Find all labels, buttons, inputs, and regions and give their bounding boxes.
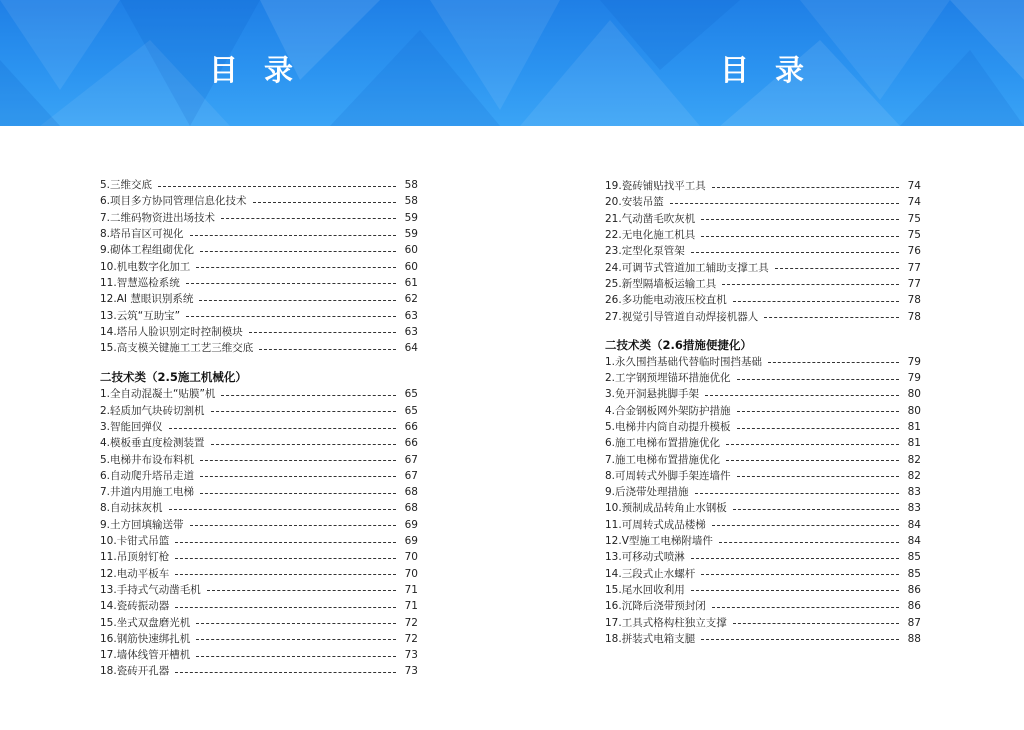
- dot-leader: [701, 574, 899, 575]
- toc-entry-label: 6.施工电梯布置措施优化: [605, 437, 721, 450]
- toc-entry-label: 13.可移动式喷淋: [605, 551, 685, 564]
- dot-leader: [705, 395, 899, 396]
- toc-entry-page: 63: [404, 325, 418, 338]
- toc-entry-page: 78: [907, 294, 921, 307]
- toc-entry-label: 7.施工电梯布置措施优化: [605, 453, 721, 466]
- toc-entry-label: 15.高支模关键施工工艺三维交底: [100, 342, 254, 355]
- toc-entry-page: 81: [907, 437, 921, 450]
- toc-entry-label: 9.砌体工程组砌优化: [100, 244, 195, 257]
- toc-entry[interactable]: [605, 178, 921, 194]
- toc-entry[interactable]: [100, 451, 418, 467]
- dot-leader: [737, 379, 899, 380]
- left-toc-group-b: [100, 386, 418, 679]
- dot-leader: [670, 203, 899, 204]
- toc-entry-label: 23.定型化泵管架: [605, 245, 685, 258]
- toc-entry-page: 58: [404, 195, 418, 208]
- toc-entry-page: 75: [907, 212, 921, 225]
- toc-entry-label: 13.云筑“互助宝”: [100, 309, 181, 322]
- toc-entry-page: 67: [404, 453, 418, 466]
- dot-leader: [259, 349, 396, 350]
- toc-entry[interactable]: [605, 259, 921, 275]
- toc-entry-label: 4.模板垂直度检测装置: [100, 437, 205, 450]
- toc-entry-page: 60: [404, 244, 418, 257]
- dot-leader: [701, 236, 899, 237]
- toc-entry-page: 77: [907, 261, 921, 274]
- toc-entry-label: 2.轻质加气块砖切割机: [100, 404, 205, 417]
- toc-entry-page: 86: [907, 583, 921, 596]
- toc-entry-page: 79: [907, 372, 921, 385]
- toc-entry[interactable]: [605, 227, 921, 243]
- toc-entry-page: 59: [404, 211, 418, 224]
- toc-entry-page: 60: [404, 260, 418, 273]
- toc-entry-label: 14.塔吊人脸识别定时控制模块: [100, 325, 243, 338]
- dot-leader: [733, 301, 899, 302]
- right-toc: [605, 178, 921, 647]
- toc-entry-label: 6.自动爬升塔吊走道: [100, 469, 195, 482]
- toc-entry[interactable]: [605, 533, 921, 549]
- dot-leader: [737, 476, 899, 477]
- dot-leader: [764, 317, 899, 318]
- toc-entry-label: 20.安装吊篮: [605, 196, 664, 209]
- dot-leader: [207, 590, 396, 591]
- toc-entry[interactable]: [605, 549, 921, 565]
- toc-entry-label: 5.电梯井布设布料机: [100, 453, 195, 466]
- toc-entry[interactable]: [100, 598, 418, 614]
- dot-leader: [691, 590, 899, 591]
- toc-entry-label: 11.智慧巡检系统: [100, 276, 180, 289]
- banner-pattern: [0, 0, 1024, 126]
- dot-leader: [737, 411, 899, 412]
- toc-entry[interactable]: [605, 614, 921, 630]
- toc-entry-page: 84: [907, 518, 921, 531]
- dot-leader: [221, 218, 396, 219]
- dot-leader: [719, 542, 899, 543]
- toc-entry-label: 18.拼装式电箱支腿: [605, 632, 696, 645]
- toc-entry[interactable]: [100, 210, 418, 226]
- toc-entry[interactable]: [605, 211, 921, 227]
- toc-entry-label: 19.瓷砖铺贴找平工具: [605, 180, 706, 193]
- toc-entry[interactable]: [100, 177, 418, 193]
- dot-leader: [712, 187, 899, 188]
- dot-leader: [200, 251, 396, 252]
- toc-entry-page: 63: [404, 309, 418, 322]
- toc-entry-label: 18.瓷砖开孔器: [100, 665, 170, 678]
- toc-entry-page: 86: [907, 600, 921, 613]
- toc-entry-page: 69: [404, 518, 418, 531]
- toc-entry-label: 24.可调节式管道加工辅助支撑工具: [605, 261, 769, 274]
- toc-entry-label: 25.新型隔墙板运输工具: [605, 277, 717, 290]
- toc-entry[interactable]: [100, 435, 418, 451]
- toc-entry-page: 88: [907, 632, 921, 645]
- dot-leader: [211, 444, 396, 445]
- toc-entry[interactable]: [100, 291, 418, 307]
- toc-entry-page: 65: [404, 404, 418, 417]
- dot-leader: [701, 219, 899, 220]
- toc-entry-label: 12.V型施工电梯附墙件: [605, 535, 713, 548]
- toc-entry[interactable]: [605, 308, 921, 324]
- toc-entry[interactable]: [100, 193, 418, 209]
- toc-entry-page: 70: [404, 551, 418, 564]
- toc-entry-label: 10.卡钳式吊篮: [100, 535, 170, 548]
- toc-entry[interactable]: [100, 226, 418, 242]
- dot-leader: [691, 558, 899, 559]
- dot-leader: [722, 284, 899, 285]
- section-heading: 二技术类（2.5施工机械化）: [100, 370, 247, 385]
- toc-entry-page: 65: [404, 388, 418, 401]
- toc-entry[interactable]: [605, 631, 921, 647]
- dot-leader: [701, 639, 899, 640]
- toc-entry-label: 21.气动凿毛吹灰机: [605, 212, 696, 225]
- toc-entry[interactable]: [605, 403, 921, 419]
- toc-entry-label: 15.尾水回收利用: [605, 583, 685, 596]
- toc-entry-label: 17.工具式格构柱独立支撑: [605, 616, 727, 629]
- toc-entry-page: 71: [404, 600, 418, 613]
- toc-entry-page: 74: [907, 196, 921, 209]
- toc-entry[interactable]: [100, 647, 418, 663]
- toc-entry[interactable]: [100, 386, 418, 402]
- toc-entry-label: 22.无电化施工机具: [605, 229, 696, 242]
- right-page-title: 目 录: [719, 53, 813, 87]
- toc-entry[interactable]: [100, 500, 418, 516]
- dot-leader: [733, 509, 899, 510]
- toc-entry-page: 68: [404, 502, 418, 515]
- dot-leader: [691, 252, 899, 253]
- dot-leader: [737, 428, 899, 429]
- toc-entry-label: 5.三维交底: [100, 179, 153, 192]
- dot-leader: [249, 332, 396, 333]
- right-toc-group-b: [605, 354, 921, 647]
- toc-entry[interactable]: [100, 324, 418, 340]
- toc-entry-label: 14.三段式止水螺杆: [605, 567, 696, 580]
- toc-entry-label: 27.视觉引导管道自动焊接机器人: [605, 310, 759, 323]
- toc-entry-page: 76: [907, 245, 921, 258]
- toc-entry[interactable]: [605, 451, 921, 467]
- toc-entry[interactable]: [605, 276, 921, 292]
- toc-entry-page: 84: [907, 535, 921, 548]
- toc-entry-label: 8.自动抹灰机: [100, 502, 163, 515]
- dot-leader: [169, 509, 396, 510]
- toc-entry-page: 82: [907, 469, 921, 482]
- toc-entry-page: 70: [404, 567, 418, 580]
- toc-entry-label: 14.瓷砖振动器: [100, 600, 170, 613]
- toc-entry-label: 8.可周转式外脚手架连墙件: [605, 469, 731, 482]
- toc-entry[interactable]: [100, 663, 418, 679]
- toc-entry[interactable]: [605, 484, 921, 500]
- dot-leader: [186, 316, 396, 317]
- toc-entry-page: 73: [404, 649, 418, 662]
- toc-entry-label: 4.合金钢板网外架防护措施: [605, 404, 731, 417]
- toc-entry-page: 74: [907, 180, 921, 193]
- dot-leader: [253, 202, 396, 203]
- toc-entry[interactable]: [605, 292, 921, 308]
- toc-entry[interactable]: [605, 386, 921, 402]
- header-banner: [0, 0, 1024, 126]
- toc-entry[interactable]: [605, 566, 921, 582]
- toc-entry-page: 75: [907, 229, 921, 242]
- toc-entry[interactable]: [100, 340, 418, 356]
- toc-entry-label: 10.预制成品转角止水钢板: [605, 502, 727, 515]
- toc-entry-label: 1.永久围挡基础代替临时围挡基础: [605, 355, 763, 368]
- dot-leader: [158, 186, 396, 187]
- toc-entry-page: 72: [404, 632, 418, 645]
- dot-leader: [196, 639, 396, 640]
- toc-entry-page: 64: [404, 342, 418, 355]
- toc-entry[interactable]: [100, 517, 418, 533]
- toc-entry[interactable]: [100, 533, 418, 549]
- toc-entry[interactable]: [100, 631, 418, 647]
- toc-entry-label: 26.多功能电动液压校直机: [605, 294, 727, 307]
- dot-leader: [190, 525, 396, 526]
- dot-leader: [733, 623, 899, 624]
- dot-leader: [211, 411, 396, 412]
- right-toc-group-a: [605, 178, 921, 325]
- toc-entry[interactable]: [605, 354, 921, 370]
- toc-entry[interactable]: [100, 582, 418, 598]
- dot-leader: [175, 542, 396, 543]
- toc-entry[interactable]: [100, 549, 418, 565]
- toc-entry-page: 83: [907, 486, 921, 499]
- toc-entry-page: 71: [404, 583, 418, 596]
- toc-entry[interactable]: [100, 566, 418, 582]
- toc-entry-label: 12.电动平板车: [100, 567, 170, 580]
- toc-entry-label: 16.钢筋快速绑扎机: [100, 632, 191, 645]
- left-toc-group-a: [100, 177, 418, 356]
- toc-entry[interactable]: [605, 598, 921, 614]
- toc-entry[interactable]: [605, 435, 921, 451]
- toc-entry[interactable]: [605, 500, 921, 516]
- toc-entry-page: 80: [907, 404, 921, 417]
- toc-entry-label: 15.坐式双盘磨光机: [100, 616, 191, 629]
- toc-entry-label: 9.土方回填输送带: [100, 518, 184, 531]
- toc-entry-page: 67: [404, 469, 418, 482]
- toc-entry-page: 62: [404, 293, 418, 306]
- toc-entry-label: 13.手持式气动凿毛机: [100, 583, 201, 596]
- toc-entry-label: 3.免开洞悬挑脚手架: [605, 388, 700, 401]
- dot-leader: [175, 607, 396, 608]
- toc-entry-label: 7.井道内用施工电梯: [100, 486, 195, 499]
- dot-leader: [175, 558, 396, 559]
- dot-leader: [196, 656, 396, 657]
- toc-entry[interactable]: [100, 468, 418, 484]
- toc-entry-label: 5.电梯井内筒自动提升模板: [605, 421, 731, 433]
- toc-entry-label: 6.项目多方协同管理信息化技术: [100, 195, 247, 208]
- toc-entry-page: 82: [907, 453, 921, 466]
- toc-entry-page: 85: [907, 567, 921, 580]
- dot-leader: [726, 444, 899, 445]
- toc-entry-label: 8.塔吊盲区可视化: [100, 228, 184, 241]
- section-heading: 二技术类（2.6措施便捷化）: [605, 337, 752, 352]
- dot-leader: [200, 476, 396, 477]
- dot-leader: [695, 493, 899, 494]
- toc-entry-page: 77: [907, 277, 921, 290]
- dot-leader: [169, 428, 396, 429]
- toc-entry-label: 3.智能回弹仪: [100, 421, 163, 433]
- dot-leader: [190, 235, 396, 236]
- toc-entry[interactable]: [605, 468, 921, 484]
- toc-entry-page: 85: [907, 551, 921, 564]
- dot-leader: [200, 493, 396, 494]
- toc-entry-page: 58: [404, 179, 418, 192]
- toc-entry[interactable]: [100, 307, 418, 323]
- dot-leader: [175, 574, 396, 575]
- dot-leader: [768, 362, 899, 363]
- toc-entry[interactable]: [100, 614, 418, 630]
- toc-entry-page: 81: [907, 421, 921, 433]
- dot-leader: [775, 268, 899, 269]
- toc-entry-label: 11.吊顶射钉枪: [100, 551, 170, 564]
- toc-entry-page: 61: [404, 276, 418, 289]
- toc-entry-label: 11.可周转式成品楼梯: [605, 518, 706, 531]
- toc-entry-page: 83: [907, 502, 921, 515]
- toc-entry-page: 66: [404, 421, 418, 433]
- toc-entry[interactable]: [100, 258, 418, 274]
- left-toc: [100, 177, 418, 680]
- toc-entry-label: 9.后浇带处理措施: [605, 486, 689, 499]
- toc-entry[interactable]: [100, 275, 418, 291]
- dot-leader: [200, 460, 396, 461]
- dot-leader: [196, 623, 396, 624]
- toc-entry-page: 66: [404, 437, 418, 450]
- toc-entry-label: 17.墙体线管开槽机: [100, 649, 191, 662]
- toc-entry-page: 69: [404, 535, 418, 548]
- toc-entry[interactable]: [100, 419, 418, 435]
- toc-entry-label: 12.AI 慧眼识别系统: [100, 293, 194, 306]
- dot-leader: [196, 267, 396, 268]
- toc-entry-label: 1.全自动混凝土“贴膜”机: [100, 388, 216, 401]
- dot-leader: [712, 525, 899, 526]
- dot-leader: [199, 300, 396, 301]
- toc-entry-label: 10.机电数字化加工: [100, 260, 191, 273]
- toc-entry[interactable]: [605, 419, 921, 435]
- dot-leader: [186, 283, 396, 284]
- dot-leader: [712, 607, 899, 608]
- left-page-title: 目 录: [208, 53, 302, 87]
- toc-entry[interactable]: [605, 194, 921, 210]
- toc-entry-page: 80: [907, 388, 921, 401]
- toc-entry-page: 68: [404, 486, 418, 499]
- dot-leader: [221, 395, 396, 396]
- toc-entry-page: 73: [404, 665, 418, 678]
- toc-entry-label: 16.沉降后浇带预封闭: [605, 600, 706, 613]
- toc-entry-page: 59: [404, 228, 418, 241]
- toc-entry[interactable]: [100, 242, 418, 258]
- toc-entry-page: 79: [907, 355, 921, 368]
- toc-entry[interactable]: [605, 582, 921, 598]
- toc-entry[interactable]: [605, 517, 921, 533]
- toc-entry[interactable]: [100, 484, 418, 500]
- toc-entry-label: 7.二维码物资进出场技术: [100, 211, 216, 224]
- toc-entry[interactable]: [605, 370, 921, 386]
- dot-leader: [175, 672, 396, 673]
- toc-entry-page: 87: [907, 616, 921, 629]
- toc-entry-page: 72: [404, 616, 418, 629]
- dot-leader: [726, 460, 899, 461]
- toc-entry-page: 78: [907, 310, 921, 323]
- toc-entry[interactable]: [100, 403, 418, 419]
- toc-entry[interactable]: [605, 243, 921, 259]
- toc-entry-label: 2.工字钢预埋锚环措施优化: [605, 372, 731, 385]
